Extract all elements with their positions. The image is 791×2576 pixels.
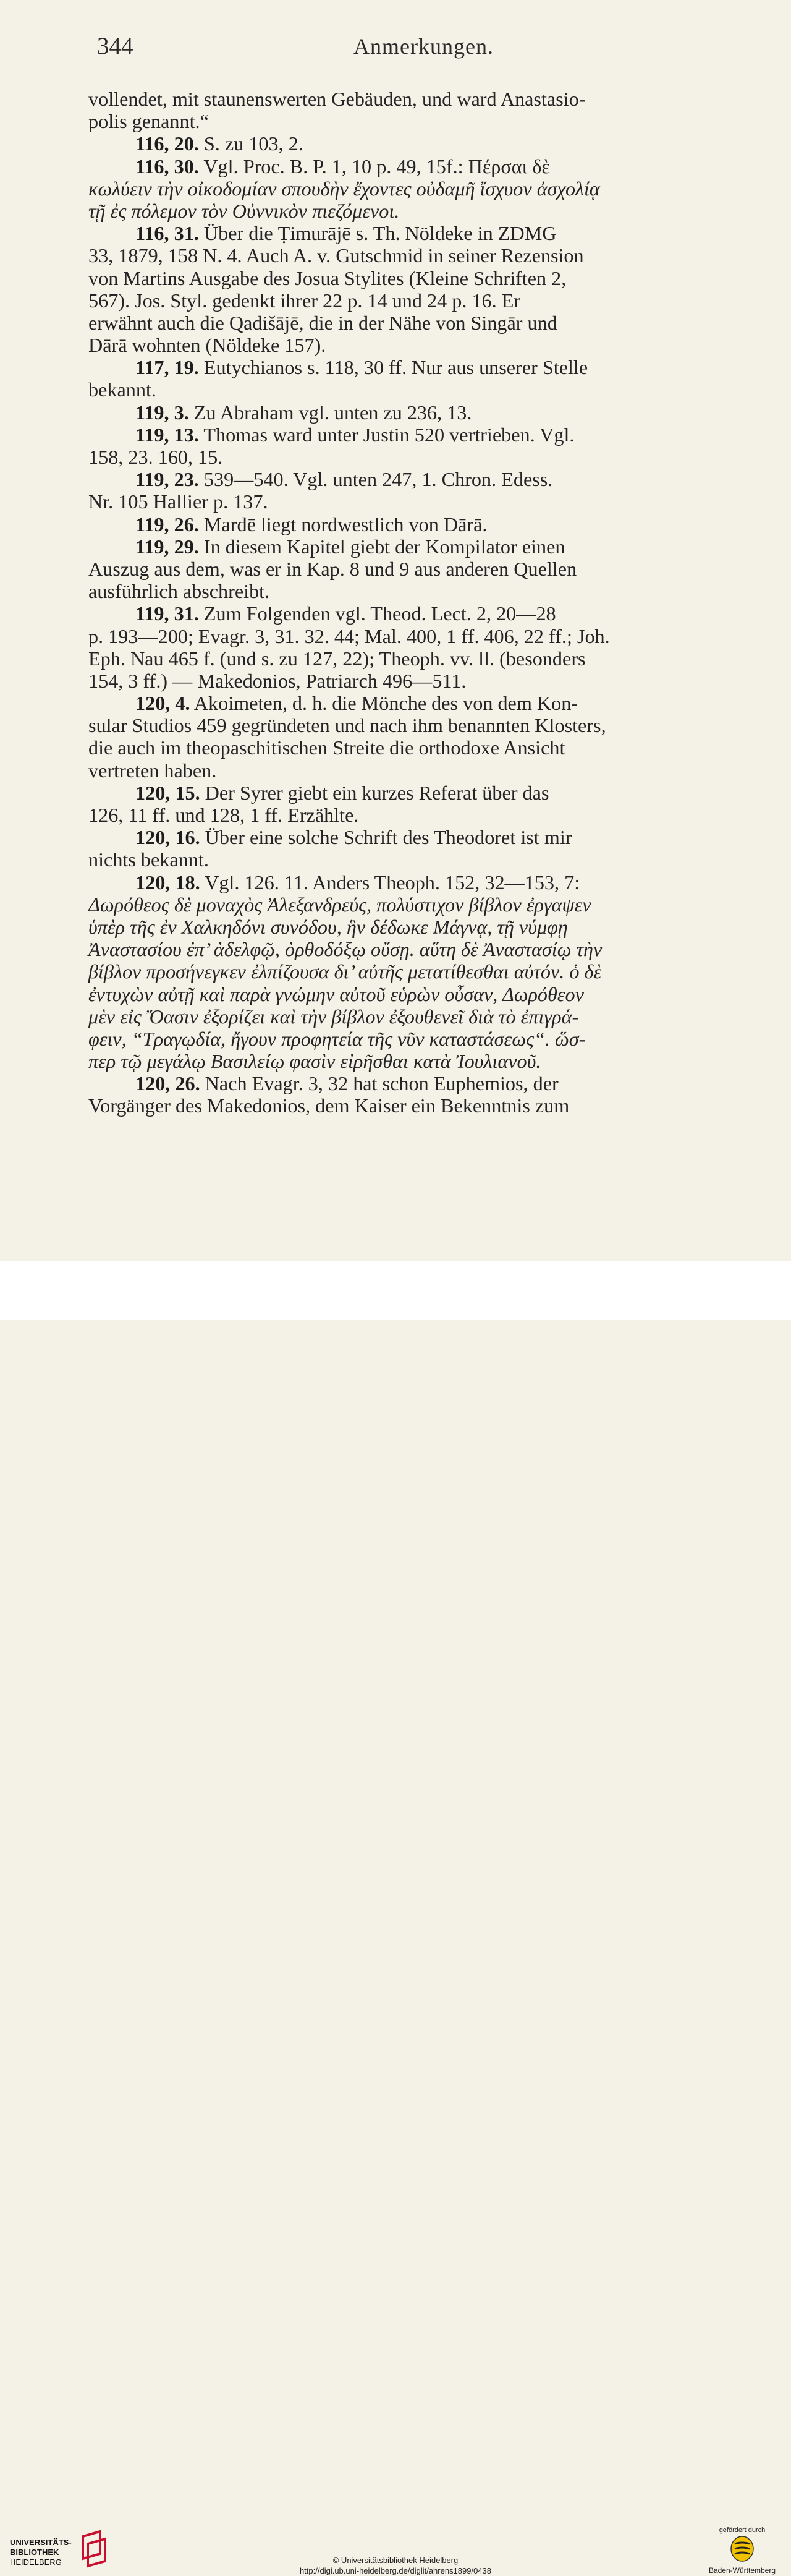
line-text: bekannt. [88, 378, 156, 401]
line-text: 154, 3 ff.) — Makedonios, Patriarch 496—511. [88, 669, 467, 692]
line-text: p. 193—200; Evagr. 3, 31. 32. 44; Mal. 400, 1 ff. 406, 22 ff.; Joh. [88, 625, 610, 647]
line-text: Auszug aus dem, was er in Kap. 8 und 9 aus anderen Quellen [88, 557, 577, 580]
reference-number: 120, 26. [135, 1072, 200, 1095]
reference-number: 119, 31. [135, 602, 199, 625]
copyright-text: © Universitätsbibliothek Heidelberg [332, 2556, 459, 2565]
annotation-entry-line [88, 356, 747, 378]
annotation-entry-line [88, 424, 747, 446]
annotation-entry-line [88, 1072, 747, 1094]
library-name-line: BIBLIOTHEK [10, 2548, 59, 2557]
text-line [88, 558, 747, 580]
text-line [88, 289, 747, 312]
annotation-entry-line [88, 602, 747, 625]
library-name-line: HEIDELBERG [10, 2557, 62, 2567]
scanned-page [0, 0, 791, 1261]
reference-number: 119, 23. [135, 468, 199, 491]
greek-quotation-text: ἐντυχὼν αὐτῇ καὶ παρὰ γνώμην αὐτοῦ εὑρὼν οὖσαν, Δωρόθεον [88, 983, 584, 1005]
text-line [88, 200, 747, 222]
footer-bar [0, 1261, 791, 2575]
line-text: Dārā wohnten (Nöldeke 157). [88, 334, 326, 357]
annotation-entry-line [88, 468, 747, 490]
text-line [88, 378, 747, 401]
reference-number: 120, 18. [135, 871, 200, 893]
line-text: 567). Jos. Styl. gedenkt ihrer 22 p. 14 und 24 p. 16. Er [88, 289, 521, 312]
greek-quotation-text: περ τῷ μεγάλῳ Βασιλείῳ φασὶν εἰρῆσθαι κατὰ Ἰουλιανοῦ. [88, 1050, 541, 1073]
reference-number: 116, 20. [135, 132, 199, 155]
line-text: Nr. 105 Hallier p. 137. [88, 490, 268, 513]
source-url-link[interactable]: http://digi.ub.uni-heidelberg.de/diglit/ahrens1899/0438 [299, 2566, 492, 2575]
reference-number: 116, 30. [135, 155, 199, 177]
copyright-notice [0, 2555, 791, 2576]
line-text: sular Studios 459 gegründeten und nach ihm benannten Klosters, [88, 714, 606, 737]
line-text: 126, 11 ff. und 128, 1 ff. Erzählte. [88, 804, 359, 826]
page-title: Anmerkungen. [353, 34, 494, 59]
reference-number: 120, 16. [135, 826, 200, 849]
greek-quotation-text: μὲν εἰς Ὄασιν ἐξορίζει καὶ τὴν βίβλον ἐξουθενεῖ διὰ τὸ ἐπιγρά- [88, 1005, 579, 1028]
library-name-line: UNIVERSITÄTS- [10, 2538, 72, 2547]
greek-quotation-text: τῇ ἐς πόλεμον τὸν Οὐννικὸν πιεζόμενοι. [88, 199, 400, 222]
greek-quotation-text: φειν, “Τραγῳδία, ἤγουν προφητεία τῆς νῦν καταστάσεως“. ὥσ- [88, 1027, 586, 1050]
line-text: vertreten haben. [88, 759, 217, 782]
funder-block [702, 2527, 782, 2575]
annotation-entry-line [88, 513, 747, 535]
text-line [88, 916, 747, 938]
line-text: Der Syrer giebt ein kurzes Referat über das [205, 781, 549, 804]
line-text: Eph. Nau 465 f. (und s. zu 127, 22); Theoph. vv. ll. (besonders [88, 647, 586, 670]
line-text: 539—540. Vgl. unten 247, 1. Chron. Edess. [203, 468, 553, 491]
line-text: In diesem Kapitel giebt der Kompilator einen [203, 535, 565, 558]
text-line [88, 625, 747, 647]
reference-number: 117, 19. [135, 356, 199, 379]
text-line [88, 893, 747, 916]
text-line [88, 177, 747, 200]
text-line [88, 1028, 747, 1050]
reference-number: 119, 13. [135, 423, 199, 446]
reference-number: 119, 29. [135, 535, 199, 558]
greek-quotation-text: Δωρόθεος δὲ μοναχὸς Ἀλεξανδρεύς, πολύστιχον βίβλον ἐργαψεν [88, 893, 591, 916]
text-line [88, 88, 747, 110]
line-text: Über eine solche Schrift des Theodoret ist mir [205, 826, 572, 849]
line-text: Vgl. Proc. B. P. 1, 10 p. 49, 15f.: Πέρσαι δὲ [203, 155, 551, 177]
annotation-entry-line [88, 535, 747, 558]
line-text: nichts bekannt. [88, 848, 209, 871]
text-line [88, 759, 747, 782]
line-text: ausführlich abschreibt. [88, 580, 270, 603]
line-text: Vorgänger des Makedonios, dem Kaiser ein Bekenntnis zum [88, 1094, 570, 1117]
funder-name: Baden-Württemberg [708, 2566, 776, 2575]
line-text: Mardē liegt nordwestlich von Dārā. [203, 513, 488, 535]
text-line [88, 736, 747, 759]
line-text: Akoimeten, d. h. die Mönche des von dem Kon- [193, 692, 578, 715]
line-text: vollendet, mit staunenswerten Gebäuden, und ward Anastasio- [88, 88, 586, 110]
annotation-text-body [88, 88, 747, 1117]
line-text: 33, 1879, 158 N. 4. Auch A. v. Gutschmid in seiner Rezension [88, 244, 584, 267]
page-number: 344 [97, 33, 133, 59]
greek-quotation-text: κωλύειν τὴν οἰκοδομίαν σπουδὴν ἔχοντες οὐδαμῆ ἴσχυον ἀσχολίᾳ [88, 177, 600, 200]
greek-quotation-text: ὑπὲρ τῆς ἐν Χαλκηδόνι συνόδου, ἣν δέδωκε Μάγνᾳ, τῇ νύμφῃ [88, 915, 568, 938]
line-text: Thomas ward unter Justin 520 vertrieben. Vgl. [203, 423, 575, 446]
text-line [88, 848, 747, 871]
line-text: Vgl. 126. 11. Anders Theoph. 152, 32—153, 7: [205, 871, 580, 893]
line-text: die auch im theopaschitischen Streite die orthodoxe Ansicht [88, 736, 565, 759]
line-text: Zu Abraham vgl. unten zu 236, 13. [193, 401, 472, 424]
text-line [88, 714, 747, 736]
reference-number: 119, 26. [135, 513, 199, 535]
running-head [97, 32, 742, 63]
line-text: Zum Folgenden vgl. Theod. Lect. 2, 20—28 [203, 602, 556, 625]
text-line [88, 580, 747, 602]
text-line [88, 804, 747, 826]
line-text: Nach Evagr. 3, 32 hat schon Euphemios, der [205, 1072, 559, 1095]
text-line [88, 1050, 747, 1072]
text-line [88, 244, 747, 267]
text-line [88, 267, 747, 289]
reference-number: 119, 3. [135, 401, 189, 424]
text-line [88, 1005, 747, 1028]
text-line [88, 312, 747, 334]
line-text: S. zu 103, 2. [203, 132, 303, 155]
annotation-entry-line [88, 782, 747, 804]
text-line [88, 1094, 747, 1117]
annotation-entry-line [88, 155, 747, 177]
annotation-entry-line [88, 222, 747, 244]
text-line [88, 490, 747, 513]
text-line [88, 110, 747, 132]
reference-number: 120, 15. [135, 781, 200, 804]
text-line [88, 670, 747, 692]
line-text: polis genannt.“ [88, 110, 209, 133]
annotation-entry-line [88, 132, 747, 155]
annotation-entry-line [88, 401, 747, 424]
reference-number: 120, 4. [135, 692, 190, 715]
annotation-entry-line [88, 692, 747, 714]
text-line [88, 647, 747, 670]
greek-quotation-text: Ἀναστασίου ἐπ’ ἀδελφῷ, ὀρθοδόξῳ οὔσῃ. αὕτη δὲ Ἀναστασίῳ τὴν [88, 938, 603, 961]
text-line [88, 960, 747, 983]
text-line [88, 938, 747, 960]
line-text: erwähnt auch die Qadišājē, die in der Nähe von Singār und [88, 311, 557, 334]
funded-by-label: gefördert durch [719, 2527, 766, 2534]
text-line [88, 334, 747, 356]
annotation-entry-line [88, 871, 747, 893]
greek-quotation-text: βίβλον προσήνεγκεν ἐλπίζουσα δι’ αὐτῆς μετατίθεσθαι αὐτόν. ὁ δὲ [88, 960, 602, 983]
line-text: Eutychianos s. 118, 30 ff. Nur aus unserer Stelle [203, 356, 588, 379]
annotation-entry-line [88, 826, 747, 848]
coat-of-arms-icon [730, 2535, 755, 2562]
line-text: von Martins Ausgabe des Josua Stylites (Kleine Schriften 2, [88, 267, 567, 289]
line-text: 158, 23. 160, 15. [88, 446, 223, 468]
text-line [88, 446, 747, 468]
text-line [88, 983, 747, 1005]
line-text: Über die Ṭimurājē s. Th. Nöldeke in ZDMG [203, 222, 557, 245]
reference-number: 116, 31. [135, 222, 199, 245]
